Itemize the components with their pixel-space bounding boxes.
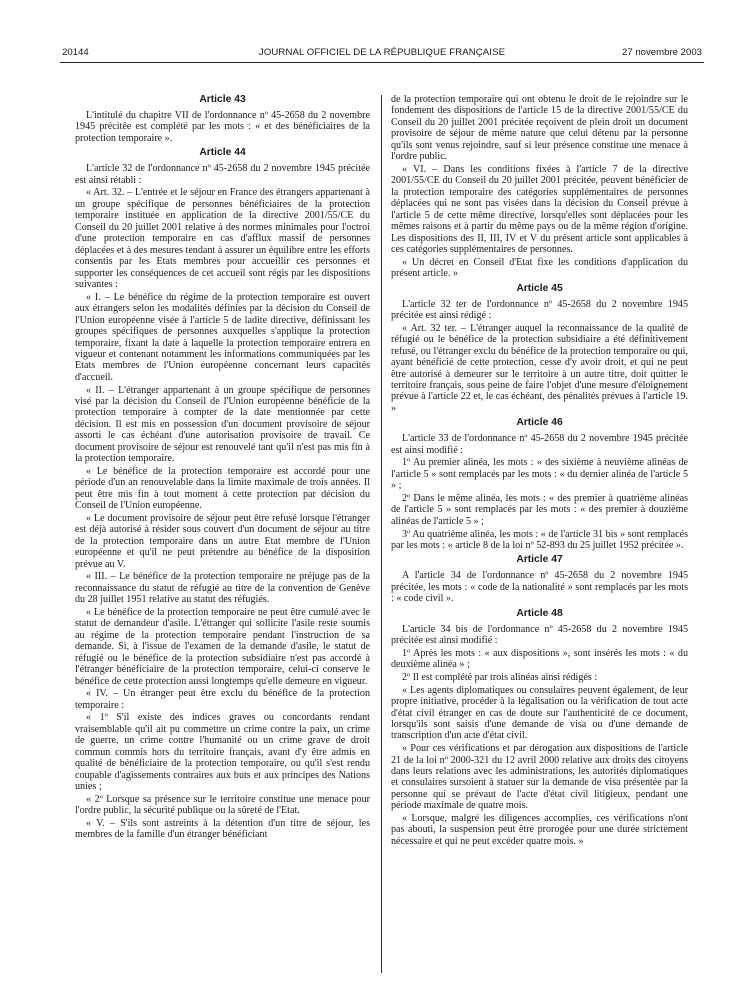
paragraph: « IV. – Un étranger peut être exclu du bénéfice de la protection temporaire : [75,688,370,711]
paragraph: « Art. 32. – L'entrée et le séjour en France des étrangers appartenant à un groupe spécifique de personnes bénéficiaires de la protection temporaire instituée en application de la directive 2001/55/CE du Conseil du 20 juillet 2001 relative à des normes minimales pour l'octroi d'une protection temporaire en cas d'afflux massif de personnes déplacées et à des mesures tendant à assurer un équilibre entre les efforts consentis par les Etats membres pour accueillir ces personnes et supporter les conséquences de cet accueil sont régis par les dispositions suivantes : [75,187,370,291]
article-heading: Article 46 [516,417,563,429]
paragraph: « Un décret en Conseil d'Etat fixe les conditions d'application du présent article. » [391,256,688,280]
paragraph: 1º Après les mots : « aux dispositions », sont insérés les mots : « du deuxième alinéa » ; [391,647,688,671]
paragraph: L'article 33 de l'ordonnance nº 45-2658 du 2 novembre 1945 précitée est ainsi modifié : [391,433,688,456]
paragraph: 2º Dans le même alinéa, les mots : « des premier à quatrième alinéas de l'article 5 » sont remplacés par les mots : « des premier à douzième alinéas de l'article 5 » ; [391,492,688,527]
paragraph: L'article 32 ter de l'ordonnance nº 45-2658 du 2 novembre 1945 précitée est ainsi rédigé : [391,298,688,322]
page-number: 20144 [62,47,89,58]
article-heading: Article 43 [199,94,246,105]
paragraph: « I. – Le bénéfice du régime de la protection temporaire est ouvert aux étrangers selon les modalités définies par la décision du Conseil de l'Union européenne visée à l'article 5 de ladite directive, définissant les groupes spécifiques de personnes auxquelles s'applique la protection temporaire, fixant la date à laquelle la protection temporaire entrera en vigueur et contenant notamment les informations communiquées par les Etats membres de l'Union européenne concernant leurs capacités d'accueil. [75,291,370,383]
paragraph: L'intitulé du chapitre VII de l'ordonnance nº 45-2658 du 2 novembre 1945 précitée est complété par les mots : « et des bénéficiaires de la protection temporaire ». [75,110,370,144]
paragraph: « 2º Lorsque sa présence sur le territoire constitue une menace pour l'ordre public, la sécurité publique ou la sûreté de l'Etat. [75,793,370,817]
right-column [391,94,688,849]
paragraph: « III. – Le bénéfice de la protection temporaire ne préjuge pas de la reconnaissance du statut de réfugié au titre de la convention de Genève du 28 juillet 1951 relative au statut des réfugiés. [75,571,370,606]
paragraph: « Le bénéfice de la protection temporaire ne peut être cumulé avec le statut de demandeur d'asile. L'étranger qui sollicite l'asile reste soumis au régime de la protection temporaire pendant l'instruction de sa demande. Si, à l'issue de l'examen de la demande d'asile, le statut de réfugié ou le bénéfice de la protection subsidiaire n'est pas accordé à l'étranger bénéficiaire de la protection temporaire, celui-ci conserve le bénéfice de cette protection aussi longtemps qu'elle demeure en vigueur. [75,606,370,687]
paragraph: 3º Au quatrième alinéa, les mots : « de l'article 31 bis » sont remplacés par les mots : « article 8 de la loi nº 52-893 du 25 juillet 1952 précitée ». [391,528,688,551]
paragraph: L'article 32 de l'ordonnance nº 45-2658 du 2 novembre 1945 précitée est ainsi rétabli : [75,163,370,186]
issue-date: 27 novembre 2003 [621,47,702,58]
article-heading: Article 47 [516,554,563,566]
article-heading: Article 48 [516,607,563,619]
left-column [75,94,370,842]
journal-title: JOURNAL OFFICIEL DE LA RÉPUBLIQUE FRANÇAISE [258,47,506,58]
paragraph: 2º Il est complété par trois alinéas ainsi rédigés : [402,671,598,683]
paragraph: « Les agents diplomatiques ou consulaires peuvent également, de leur propre initiative, procéder à la légalisation ou la vérification de tout acte d'état civil étranger en cas de doute sur l'authenticité de ce document, lorsqu'ils sont saisis d'une demande de visa ou d'une demande de transcription d'un acte d'état civil. [391,684,688,742]
paragraph: 1º Au premier alinéa, les mots : « des sixième à neuvième alinéas de l'article 5 » sont remplacés par les mots : « du dernier alinéa de l'article 5 » ; [391,457,688,492]
paragraph: « Pour ces vérifications et par dérogation aux dispositions de l'article 21 de la loi nº 2000-321 du 12 avril 2000 relative aux droits des citoyens dans leurs relations avec les administrations, les autorités diplomatiques et consulaires sursoient à statuer sur la demande de visa présentée par la personne qui se prévaut de l'acte d'état civil litigieux, pendant une période maximale de quatre mois. [391,743,688,812]
column-divider [381,95,382,973]
paragraph: « Le document provisoire de séjour peut être refusé lorsque l'étranger est déjà autorisé à résider sous couvert d'un document de séjour au titre de la protection temporaire dans un autre Etat membre de l'Union européenne et qu'il ne peut prétendre au bénéfice de la disposition prévue au V. [75,512,370,570]
paragraph: « Le bénéfice de la protection temporaire est accordé pour une période d'un an renouvelable dans la limite maximale de trois années. Il peut être mis fin à tout moment à cette protection par décision du Conseil de l'Union européenne. [75,465,370,512]
running-head [62,47,702,61]
paragraph: A l'article 34 de l'ordonnance nº 45-2658 du 2 novembre 1945 précitée, les mots : « code de la nationalité » sont remplacés par les mots : « code civil ». [391,570,688,605]
paragraph: « Lorsque, malgré les diligences accomplies, ces vérifications n'ont pas abouti, la suspension peut être prorogée pour une durée strictement nécessaire et qui ne peut excéder quatre mois. » [391,812,688,847]
paragraph: « V. – S'ils sont astreints à la détention d'un titre de séjour, les membres de la famille d'un étranger bénéficiant [75,817,370,841]
paragraph: « Art. 32 ter. – L'étranger auquel la reconnaissance de la qualité de réfugié ou le bénéfice de la protection subsidiaire a été définitivement refusé, ou l'étranger exclu du bénéfice de la protection temporaire ou qui, ayant bénéficié de cette protection, cesse d'y avoir droit, et qui ne peut être autorisé à demeurer sur le territoire à un autre titre, doit quitter le territoire français, sous peine de faire l'objet d'une mesure d'éloignement prévue à l'article 22 et, le cas échéant, des pénalités prévues à l'article 19. » [391,322,688,414]
article-heading: Article 44 [199,147,246,159]
paragraph: « 1º S'il existe des indices graves ou concordants rendant vraisemblable qu'il ait pu commettre un crime contre la paix, un crime de guerre, un crime contre l'humanité ou un crime grave de droit commun commis hors du territoire français, avant d'y être admis en qualité de bénéficiaire de la protection temporaire, ou qu'il s'est rendu coupable d'agissements contraires aux buts et aux principes des Nations unies ; [75,712,370,793]
header-rule [60,62,704,63]
paragraph: L'article 34 bis de l'ordonnance nº 45-2658 du 2 novembre 1945 précitée est ainsi modifié : [391,623,688,647]
article-heading: Article 45 [516,282,563,294]
paragraph: « II. – L'étranger appartenant à un groupe spécifique de personnes visé par la décision du Conseil de l'Union européenne bénéficie de la protection temporaire à compter de la date mentionnée par cette décision. Il est mis en possession d'un document provisoire de séjour assorti le cas échéant d'une autorisation provisoire de travail. Ce document provisoire de séjour est renouvelé tant qu'il n'est pas mis fin à la protection temporaire. [75,384,370,465]
paragraph: « VI. – Dans les conditions fixées à l'article 7 de la directive 2001/55/CE du Conseil du 20 juillet 2001 précitée, peuvent bénéficier de la protection temporaire des catégories supplémentaires de personnes déplacées qui ne sont pas visées dans la décision du Conseil prévue à l'article 5 de cette même directive, lorsqu'elles sont déplacées pour les mêmes raisons et à partir du même pays ou de la même région d'origine. Les dispositions des II, III, IV et V du présent article sont applicables à ces catégories supplémentaires de personnes. [391,163,688,256]
paragraph: de la protection temporaire qui ont obtenu le droit de le rejoindre sur le fondement des dispositions de l'article 15 de la directive 2001/55/CE du Conseil du 20 juillet 2001 précitée reçoivent de plein droit un document provisoire de séjour de même nature que celui détenu par la personne qu'ils sont venus rejoindre, sauf si leur présence constitue une menace à l'ordre public. [391,94,688,163]
